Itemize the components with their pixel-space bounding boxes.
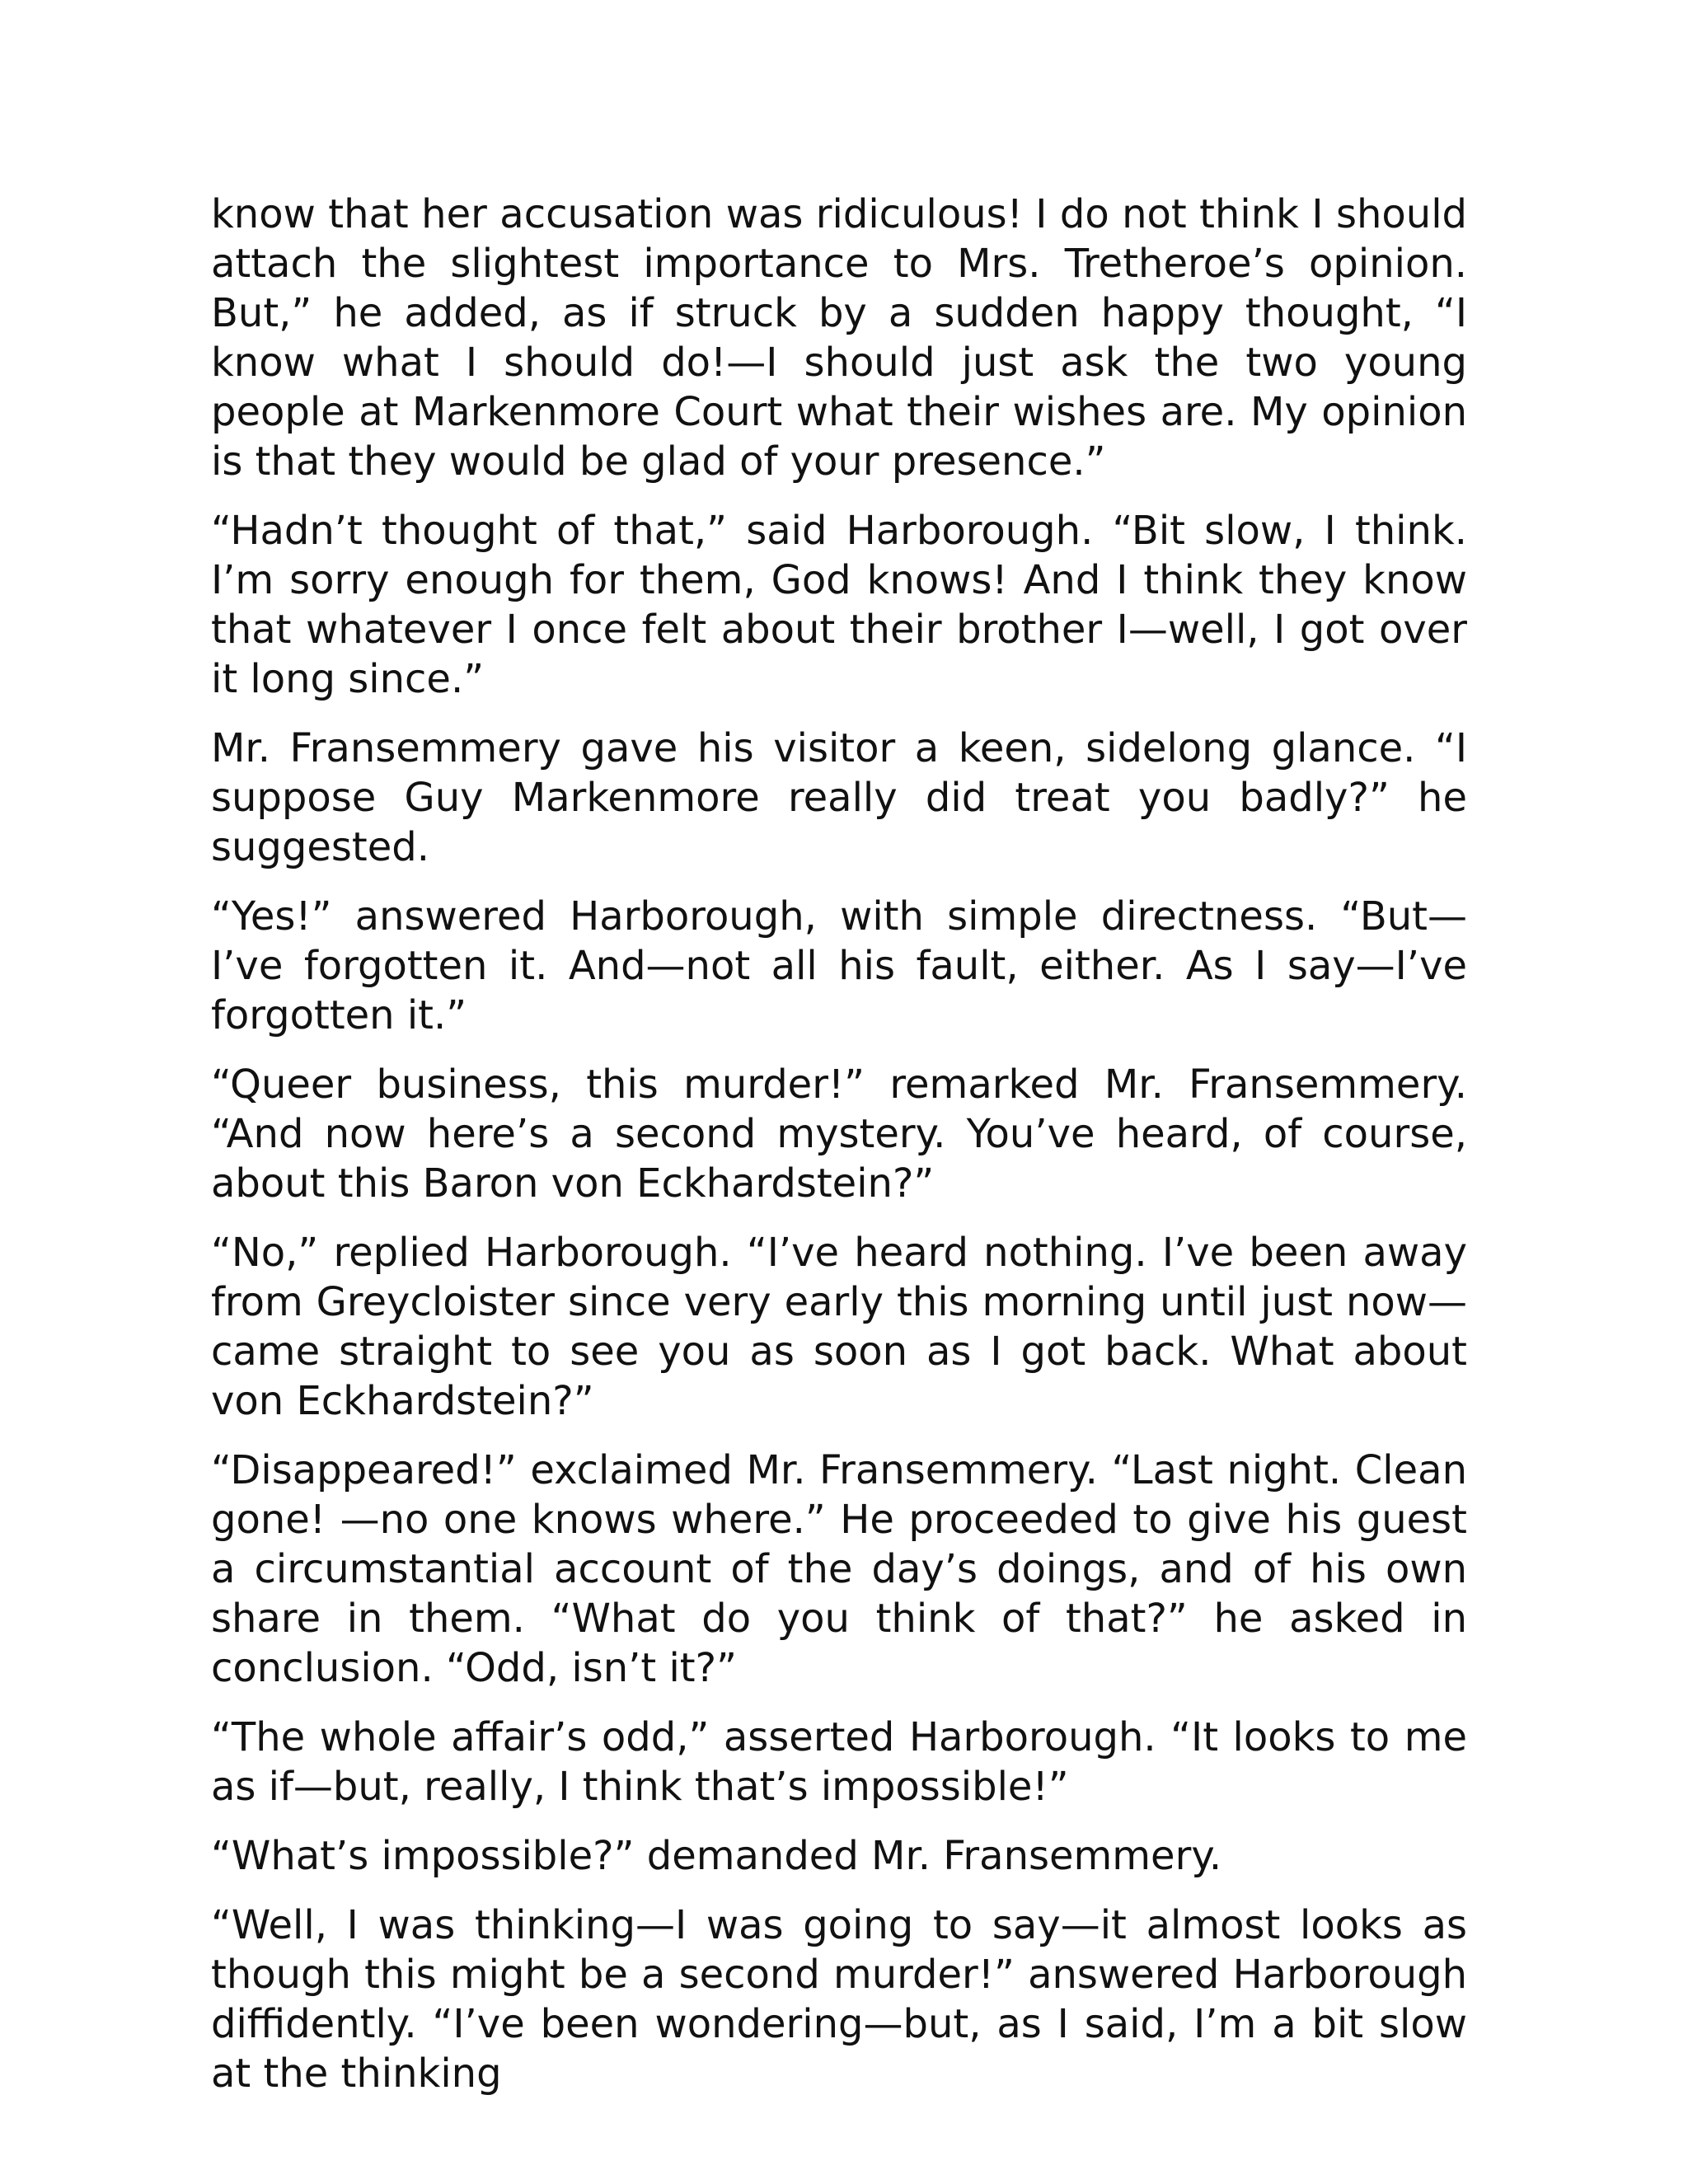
paragraph: “Yes!” answered Harborough, with simple directness. “But—I’ve forgotten it. And—not all his fault, either. As I say—I’ve forgotten it.” (211, 893, 1467, 1038)
page-body (211, 190, 1467, 2118)
paragraph: “What’s impossible?” demanded Mr. Fransemmery. (211, 1833, 1222, 1879)
paragraph: know that her accusation was ridiculous! I do not think I should attach the slightest importance to Mrs. Tretheroe’s opinion. But,” he added, as if struck by a sudden happy thought, “I know what I should do!—I should just ask the two young people at Markenmore Court what their wishes are. My opinion is that they would be glad of your presence.” (211, 191, 1467, 485)
paragraph: Mr. Fransemmery gave his visitor a keen, sidelong glance. “I suppose Guy Markenmore really did treat you badly?” he suggested. (211, 725, 1467, 870)
paragraph: “The whole affair’s odd,” asserted Harborough. “It looks to me as if—but, really, I think that’s impossible!” (211, 1714, 1467, 1810)
paragraph: “Disappeared!” exclaimed Mr. Fransemmery. “Last night. Clean gone! —no one knows where.” He proceeded to give his guest a circumstantial account of the day’s doings, and of his own share in them. “What do you think of that?” he asked in conclusion. “Odd, isn’t it?” (211, 1447, 1467, 1691)
paragraph: “Well, I was thinking—I was going to say—it almost looks as though this might be a second murder!” answered Harborough diffidently. “I’ve been wondering—but, as I said, I’m a bit slow at the thinking (211, 1902, 1467, 2097)
paragraph: “Queer business, this murder!” remarked Mr. Fransemmery. “And now here’s a second mystery. You’ve heard, of course, about this Baron von Eckhardstein?” (211, 1062, 1467, 1207)
paragraph: “No,” replied Harborough. “I’ve heard nothing. I’ve been away from Greycloister since very early this morning until just now—came straight to see you as soon as I got back. What about von Eckhardstein?” (211, 1230, 1467, 1424)
paragraph: “Hadn’t thought of that,” said Harborough. “Bit slow, I think. I’m sorry enough for them, God knows! And I think they know that whatever I once felt about their brother I—well, I got over it long since.” (211, 508, 1467, 702)
